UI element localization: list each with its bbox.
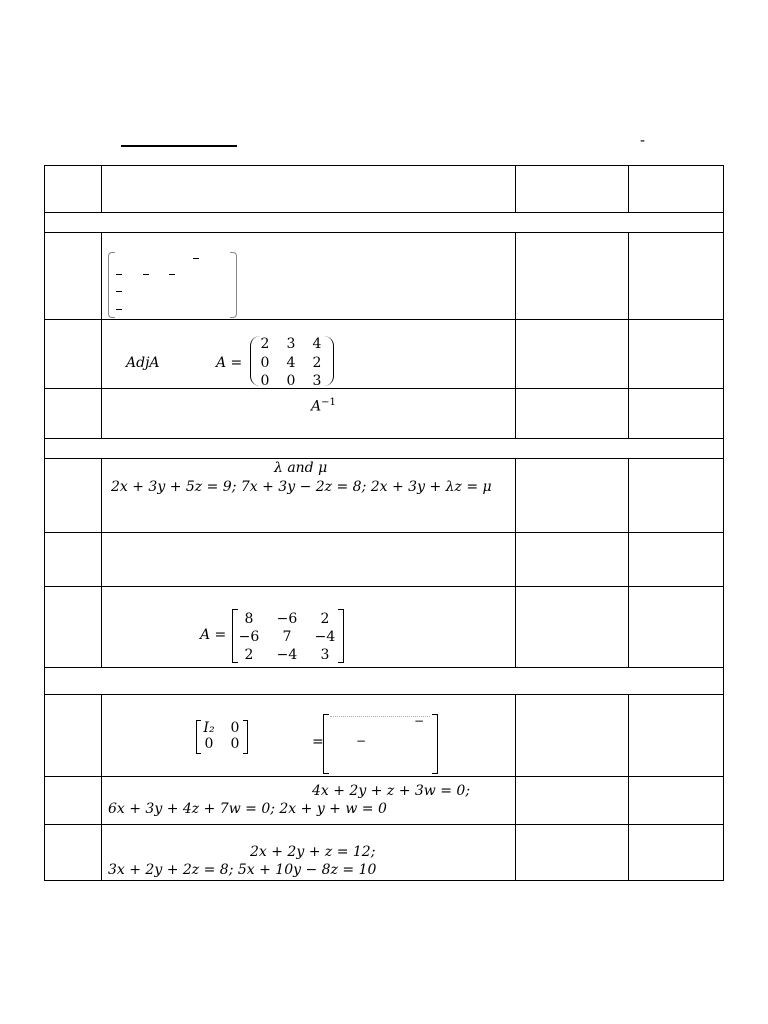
row-7-matrix-lhs: A =: [200, 627, 227, 643]
matrix-cell: 3: [286, 336, 296, 352]
lambda-mu-label: λ and μ: [274, 460, 328, 476]
matrix-cell: 3: [312, 373, 322, 389]
row-8-equals: =: [312, 734, 324, 750]
matrix-cell: I₂: [203, 720, 215, 736]
matrix-cell: −6: [238, 629, 260, 645]
row-3-matrix: [250, 336, 334, 388]
matrix-cell: −6: [276, 611, 298, 627]
adj-a-label: AdjA: [126, 355, 160, 371]
matrix-cell: 0: [286, 373, 296, 389]
matrix-cell: 3: [320, 647, 330, 663]
row-8-inner-dash: −: [356, 734, 367, 748]
matrix-cell: 4: [312, 336, 322, 352]
row-10-line-2: 3x + 2y + 2z = 8; 5x + 10y − 8z = 10: [108, 862, 377, 878]
matrix-cell: −4: [276, 647, 298, 663]
row-8-top-dash: −: [414, 714, 425, 728]
header-underline: [121, 145, 237, 147]
matrix-cell: 0: [260, 355, 270, 371]
matrix-cell: 2: [260, 336, 270, 352]
row-8-block-matrix: [196, 720, 248, 754]
matrix-cell: 8: [244, 611, 254, 627]
matrix-cell: 2: [320, 611, 330, 627]
row-9-line-2: 6x + 3y + 4z + 7w = 0; 2x + y + w = 0: [108, 801, 387, 817]
row-3-matrix-lhs: A =: [216, 355, 243, 371]
matrix-cell: 2: [312, 355, 322, 371]
header-right-mark: -: [640, 133, 646, 149]
matrix-cell: 0: [230, 736, 240, 752]
row-7-matrix: [232, 609, 344, 663]
row-9-line-1: 4x + 2y + z + 3w = 0;: [312, 783, 471, 799]
matrix-cell: 0: [260, 373, 270, 389]
matrix-cell: −4: [314, 629, 336, 645]
matrix-cell: 0: [230, 720, 240, 736]
row-5-equations: 2x + 3y + 5z = 9; 7x + 3y − 2z = 8; 2x + 3y + λz = μ: [111, 479, 492, 495]
matrix-cell: 7: [282, 629, 292, 645]
a-inverse: $A^{-1}$: [311, 397, 336, 415]
row-10-line-1: 2x + 2y + z = 12;: [250, 844, 376, 860]
matrix-cell: 0: [204, 736, 214, 752]
matrix-cell: 4: [286, 355, 296, 371]
matrix-cell: 2: [244, 647, 254, 663]
